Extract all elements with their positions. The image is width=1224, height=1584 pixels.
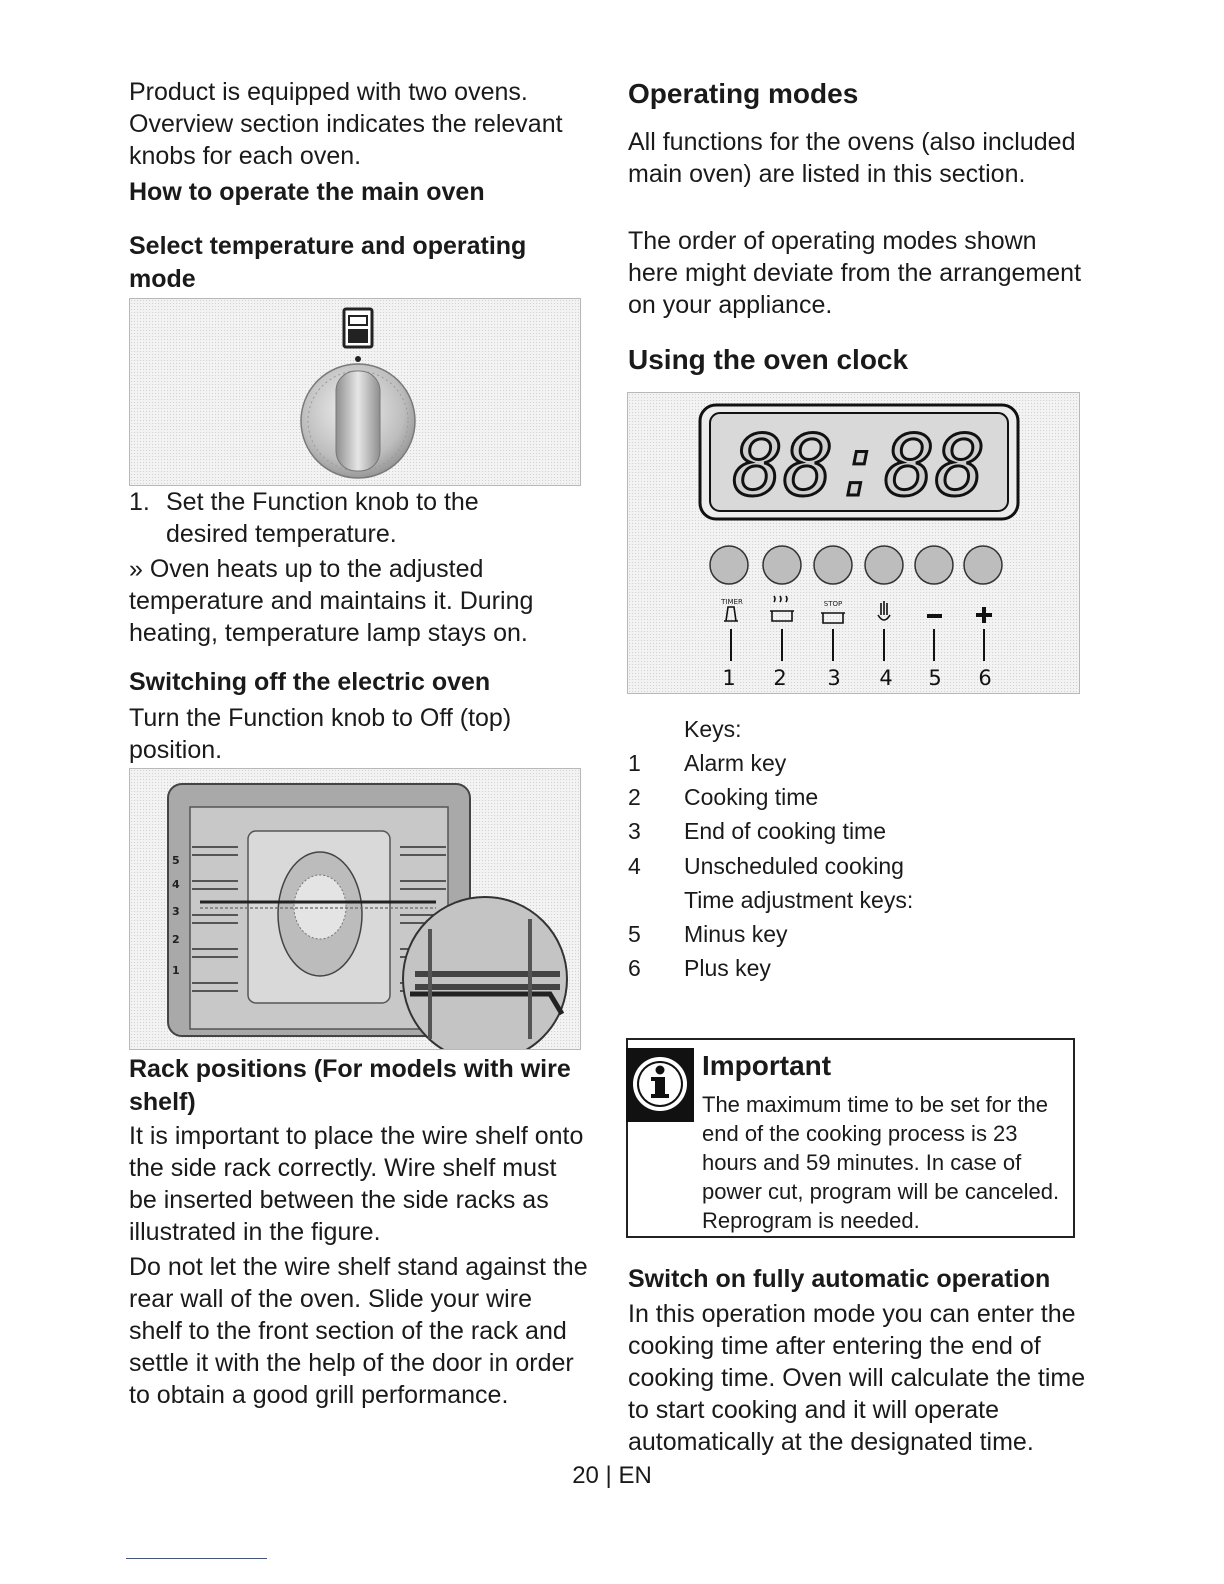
- function-knob: [301, 364, 415, 478]
- clock-key-number-6: 6: [978, 666, 992, 690]
- key-legend-row: [628, 921, 1094, 955]
- key-legend-row: [628, 818, 1094, 852]
- page-footer: 20 | EN: [572, 1462, 652, 1489]
- clock-key-number-5: 5: [928, 666, 942, 690]
- key-label: Minus key: [684, 921, 788, 947]
- how-to-heading: How to operate the main oven: [129, 178, 485, 206]
- important-title: Important: [702, 1050, 832, 1081]
- operating-modes-paragraph-2: The order of operating modes shown here might deviate from the arrangement on your appliance.: [628, 227, 1082, 319]
- key-number: 2: [628, 784, 641, 810]
- automatic-operation-text: In this operation mode you can enter the cooking time after entering the end of cooking time. Oven will calculate the time to start cooking and it will operate automatically at the designated time.: [628, 1300, 1086, 1456]
- important-text: The maximum time to be set for the end of the cooking process is 23 hours and 59 minutes. In case of power cut, program will be canceled. Reprogram is needed.: [702, 1092, 1060, 1233]
- select-heading: Select temperature and operating mode: [129, 232, 527, 293]
- automatic-operation-heading: Switch on fully automatic operation: [628, 1265, 1051, 1293]
- minus-icon: [927, 614, 942, 618]
- operating-modes-heading: Operating modes: [628, 78, 859, 109]
- step-1-number: 1.: [129, 488, 150, 516]
- rack-number-1: 1: [172, 964, 180, 977]
- stop-label: STOP: [823, 600, 843, 608]
- clock-key-number-3: 3: [827, 666, 841, 690]
- oven-clock-heading: Using the oven clock: [628, 344, 909, 375]
- key-legend-row: [628, 853, 1094, 887]
- fan-grille: [294, 875, 346, 939]
- indicator-dot: [355, 356, 361, 362]
- key-legend-row: [628, 955, 1094, 989]
- key-number: 6: [628, 955, 641, 981]
- clock-key-number-4: 4: [879, 666, 893, 690]
- key-label: Unscheduled cooking: [684, 853, 904, 879]
- intro-paragraph: Product is equipped with two ovens. Overview section indicates the relevant knobs for each oven.: [129, 78, 563, 170]
- oven-rack-illustration: [130, 769, 580, 1049]
- rack-number-3: 3: [172, 905, 180, 918]
- clock-digits: 88:88: [732, 417, 986, 515]
- step-1-text: Set the Function knob to the desired temperature.: [166, 488, 479, 548]
- rack-number-4: 4: [172, 878, 180, 891]
- plus-icon: [976, 607, 992, 623]
- timer-label: TIMER: [721, 598, 743, 606]
- keys-title: Keys:: [684, 716, 742, 742]
- alarm-key-button[interactable]: [710, 546, 748, 584]
- steam-icon: [774, 596, 787, 602]
- key-number: 4: [628, 853, 641, 879]
- unscheduled-cooking-key-button[interactable]: [865, 546, 903, 584]
- hand-icon: [878, 601, 890, 620]
- clock-key-number-1: 1: [722, 666, 736, 690]
- clock-key-number-2: 2: [773, 666, 787, 690]
- function-knob-illustration: [130, 299, 580, 485]
- operating-modes-paragraph-1: All functions for the ovens (also included main oven) are listed in this section.: [628, 128, 1076, 188]
- switch-off-text: Turn the Function knob to Off (top) position.: [129, 704, 512, 764]
- clock-buttons: [710, 546, 1002, 584]
- pot-icon: [770, 611, 794, 621]
- key-label: End of cooking time: [684, 818, 887, 844]
- rack-number-2: 2: [172, 933, 180, 946]
- rack-number-5: 5: [172, 854, 180, 867]
- info-icon: [626, 1048, 694, 1122]
- footnote-rule: [126, 1558, 267, 1559]
- minus-key-button[interactable]: [915, 546, 953, 584]
- rack-paragraph-1: It is important to place the wire shelf onto the side rack correctly. Wire shelf must be inserted between the side racks as illustrated in the figure.: [129, 1122, 584, 1246]
- key-legend-row: [628, 750, 1094, 784]
- key-legend-row: [628, 784, 1094, 818]
- oven-rack-figure: [129, 768, 581, 1050]
- cooking-time-key-button[interactable]: [763, 546, 801, 584]
- end-cooking-key-button[interactable]: [814, 546, 852, 584]
- oven-clock-illustration: [628, 393, 1079, 693]
- rack-paragraph-2: Do not let the wire shelf stand against the rear wall of the oven. Slide your wire shelf to the front section of the rack and settle it with the help of the door in order to obtain a good grill performance.: [129, 1253, 588, 1409]
- key-label: Plus key: [684, 955, 771, 981]
- key-number: 5: [628, 921, 641, 947]
- result-text: » Oven heats up to the adjusted temperature and maintains it. During heating, temperature lamp stays on.: [129, 555, 534, 647]
- oven-clock-figure: [627, 392, 1080, 694]
- stop-pot-icon: [821, 613, 845, 623]
- plus-key-button[interactable]: [964, 546, 1002, 584]
- key-label: Alarm key: [684, 750, 787, 776]
- time-adjustment-label: Time adjustment keys:: [684, 887, 914, 913]
- rack-detail-magnifier: [403, 897, 567, 1049]
- switch-off-heading: Switching off the electric oven: [129, 668, 491, 696]
- key-label: Cooking time: [684, 784, 819, 810]
- key-number: 3: [628, 818, 641, 844]
- keys-legend: [628, 716, 1094, 1006]
- bell-icon: [724, 607, 738, 621]
- important-notice: [626, 1038, 1075, 1238]
- key-number: 1: [628, 750, 641, 776]
- key-leader-lines: [731, 629, 984, 661]
- temperature-lamp-icon: [344, 309, 372, 347]
- rack-heading: Rack positions (For models with wire shelf): [129, 1055, 571, 1116]
- function-knob-figure: [129, 298, 581, 486]
